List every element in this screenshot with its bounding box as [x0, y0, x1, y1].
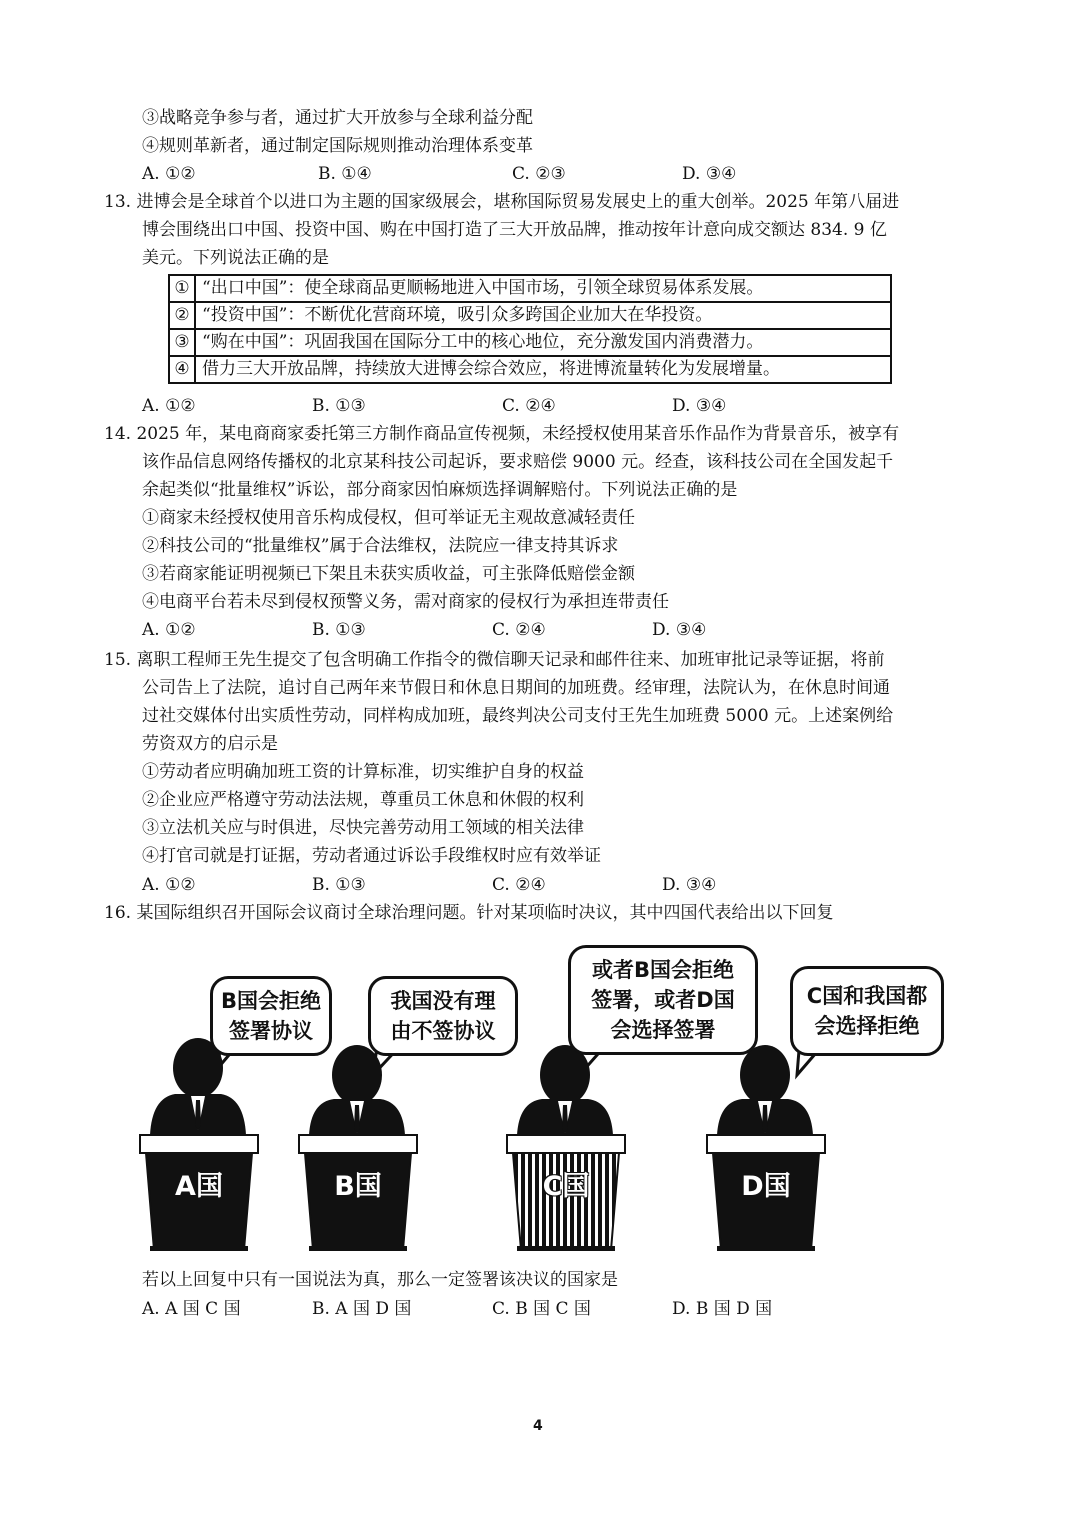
q13-stem-line1: 13. 进博会是全球首个以进口为主题的国家级展会，堪称国际贸易发展史上的重大创举。2025 年第八届进	[104, 192, 900, 212]
speech-text-c: 或者B国会拒绝 签署，或者D国 会选择签署	[591, 958, 735, 1042]
table-cell-text: 借力三大开放品牌，持续放大进博会综合效应，将进博流量转化为发展增量。	[195, 356, 891, 383]
q14-item-4: ④电商平台若未尽到侵权预警义务，需对商家的侵权行为承担连带责任	[142, 592, 669, 612]
q13-option-c: C. ②④	[502, 396, 556, 416]
q15-stem-line4: 劳资双方的启示是	[142, 734, 278, 754]
q15-option-a: A. ①②	[142, 875, 196, 895]
speech-text-b: 我国没有理 由不签协议	[390, 989, 496, 1043]
q13-stem-line3: 美元。下列说法正确的是	[142, 248, 329, 268]
q13-option-d: D. ③④	[672, 396, 727, 416]
q12-option-b: B. ①④	[318, 164, 372, 184]
q12-item-3: ③战略竞争参与者，通过扩大开放参与全球利益分配	[142, 108, 533, 128]
q12-option-d: D. ③④	[682, 164, 737, 184]
q15-stem-line2: 公司告上了法院，追讨自己两年来节假日和休息日期间的加班费。经审理，法院认为，在休息时间通	[142, 678, 890, 698]
q16-option-a: A. A 国 C 国	[142, 1299, 241, 1319]
q12-option-a: A. ①②	[142, 164, 196, 184]
q14-item-1: ①商家未经授权使用音乐构成侵权，但可举证无主观故意减轻责任	[142, 508, 635, 528]
q15-item-1: ①劳动者应明确加班工资的计算标准，切实维护自身的权益	[142, 762, 584, 782]
q14-option-d: D. ③④	[652, 620, 707, 640]
speech-bubble-b	[368, 976, 518, 1056]
q15-item-2: ②企业应严格遵守劳动法法规，尊重员工休息和休假的权利	[142, 790, 584, 810]
table-cell-num: ③	[169, 329, 195, 356]
page-number: 4	[533, 1418, 543, 1434]
q14-option-c: C. ②④	[492, 620, 546, 640]
podium-label-c: C国	[542, 1171, 590, 1202]
q13-option-b: B. ①③	[312, 396, 366, 416]
table-cell-num: ④	[169, 356, 195, 383]
table-cell-num: ①	[169, 275, 195, 302]
q15-item-3: ③立法机关应与时俱进，尽快完善劳动用工领域的相关法律	[142, 818, 584, 838]
q14-item-2: ②科技公司的“批量维权”属于合法维权，法院应一律支持其诉求	[142, 536, 619, 556]
q16-option-c: C. B 国 C 国	[492, 1299, 591, 1319]
q16-question: 若以上回复中只有一国说法为真，那么一定签署该决议的国家是	[142, 1270, 618, 1290]
table-cell-text: “购在中国”：巩固我国在国际分工中的核心地位，充分激发国内消费潜力。	[195, 329, 891, 356]
q13-stem-line2: 博会围绕出口中国、投资中国、购在中国打造了三大开放品牌，推动按年计意向成交额达 834. 9 亿	[142, 220, 887, 240]
q12-item-4: ④规则革新者，通过制定国际规则推动治理体系变革	[142, 136, 533, 156]
q14-option-a: A. ①②	[142, 620, 196, 640]
speech-text-d: C国和我国都 会选择拒绝	[806, 984, 928, 1038]
speech-bubble-a	[210, 976, 332, 1056]
speech-bubble-d	[790, 966, 944, 1056]
q13-option-a: A. ①②	[142, 396, 196, 416]
q16-stem-line1: 16. 某国际组织召开国际会议商讨全球治理问题。针对某项临时决议，其中四国代表给出以下回复	[104, 903, 834, 923]
q14-stem-line3: 余起类似“批量维权”诉讼，部分商家因怕麻烦选择调解赔付。下列说法正确的是	[142, 480, 738, 500]
table-cell-num: ②	[169, 302, 195, 329]
speaker-b-figure	[309, 1045, 405, 1135]
speaker-c-figure	[517, 1045, 613, 1135]
q14-stem-line1: 14. 2025 年，某电商商家委托第三方制作商品宣传视频，未经授权使用某音乐作品作为背景音乐，被享有	[104, 424, 900, 444]
q15-stem-line1: 15. 离职工程师王先生提交了包含明确工作指令的微信聊天记录和邮件往来、加班审批记录等证据，将前	[104, 650, 885, 670]
table-cell-text: “投资中国”：不断优化营商环境，吸引众多跨国企业加大在华投资。	[195, 302, 891, 329]
q15-option-d: D. ③④	[662, 875, 717, 895]
q15-item-4: ④打官司就是打证据，劳动者通过诉讼手段维权时应有效举证	[142, 846, 601, 866]
q15-option-c: C. ②④	[492, 875, 546, 895]
q16-option-b: B. A 国 D 国	[312, 1299, 412, 1319]
q14-stem-line2: 该作品信息网络传播权的北京某科技公司起诉，要求赔偿 9000 元。经查，该科技公司在全国发起千	[142, 452, 894, 472]
q16-options	[142, 1297, 902, 1321]
q16-option-d: D. B 国 D 国	[672, 1299, 773, 1319]
podium-label-a: A国	[175, 1171, 223, 1202]
podium-label-d: D国	[741, 1171, 791, 1202]
q14-option-b: B. ①③	[312, 620, 366, 640]
podium-label-b: B国	[334, 1171, 382, 1202]
speech-bubble-c	[568, 945, 758, 1055]
q15-stem-line3: 过社交媒体付出实质性劳动，同样构成加班，最终判决公司支付王先生加班费 5000 元。上述案例给	[142, 706, 894, 726]
speech-text-a: B国会拒绝 签署协议	[221, 989, 322, 1043]
q15-option-b: B. ①③	[312, 875, 366, 895]
table-cell-text: “出口中国”：使全球商品更顺畅地进入中国市场，引领全球贸易体系发展。	[195, 275, 891, 302]
q14-item-3: ③若商家能证明视频已下架且未获实质收益，可主张降低赔偿金额	[142, 564, 635, 584]
q12-option-c: C. ②③	[512, 164, 566, 184]
